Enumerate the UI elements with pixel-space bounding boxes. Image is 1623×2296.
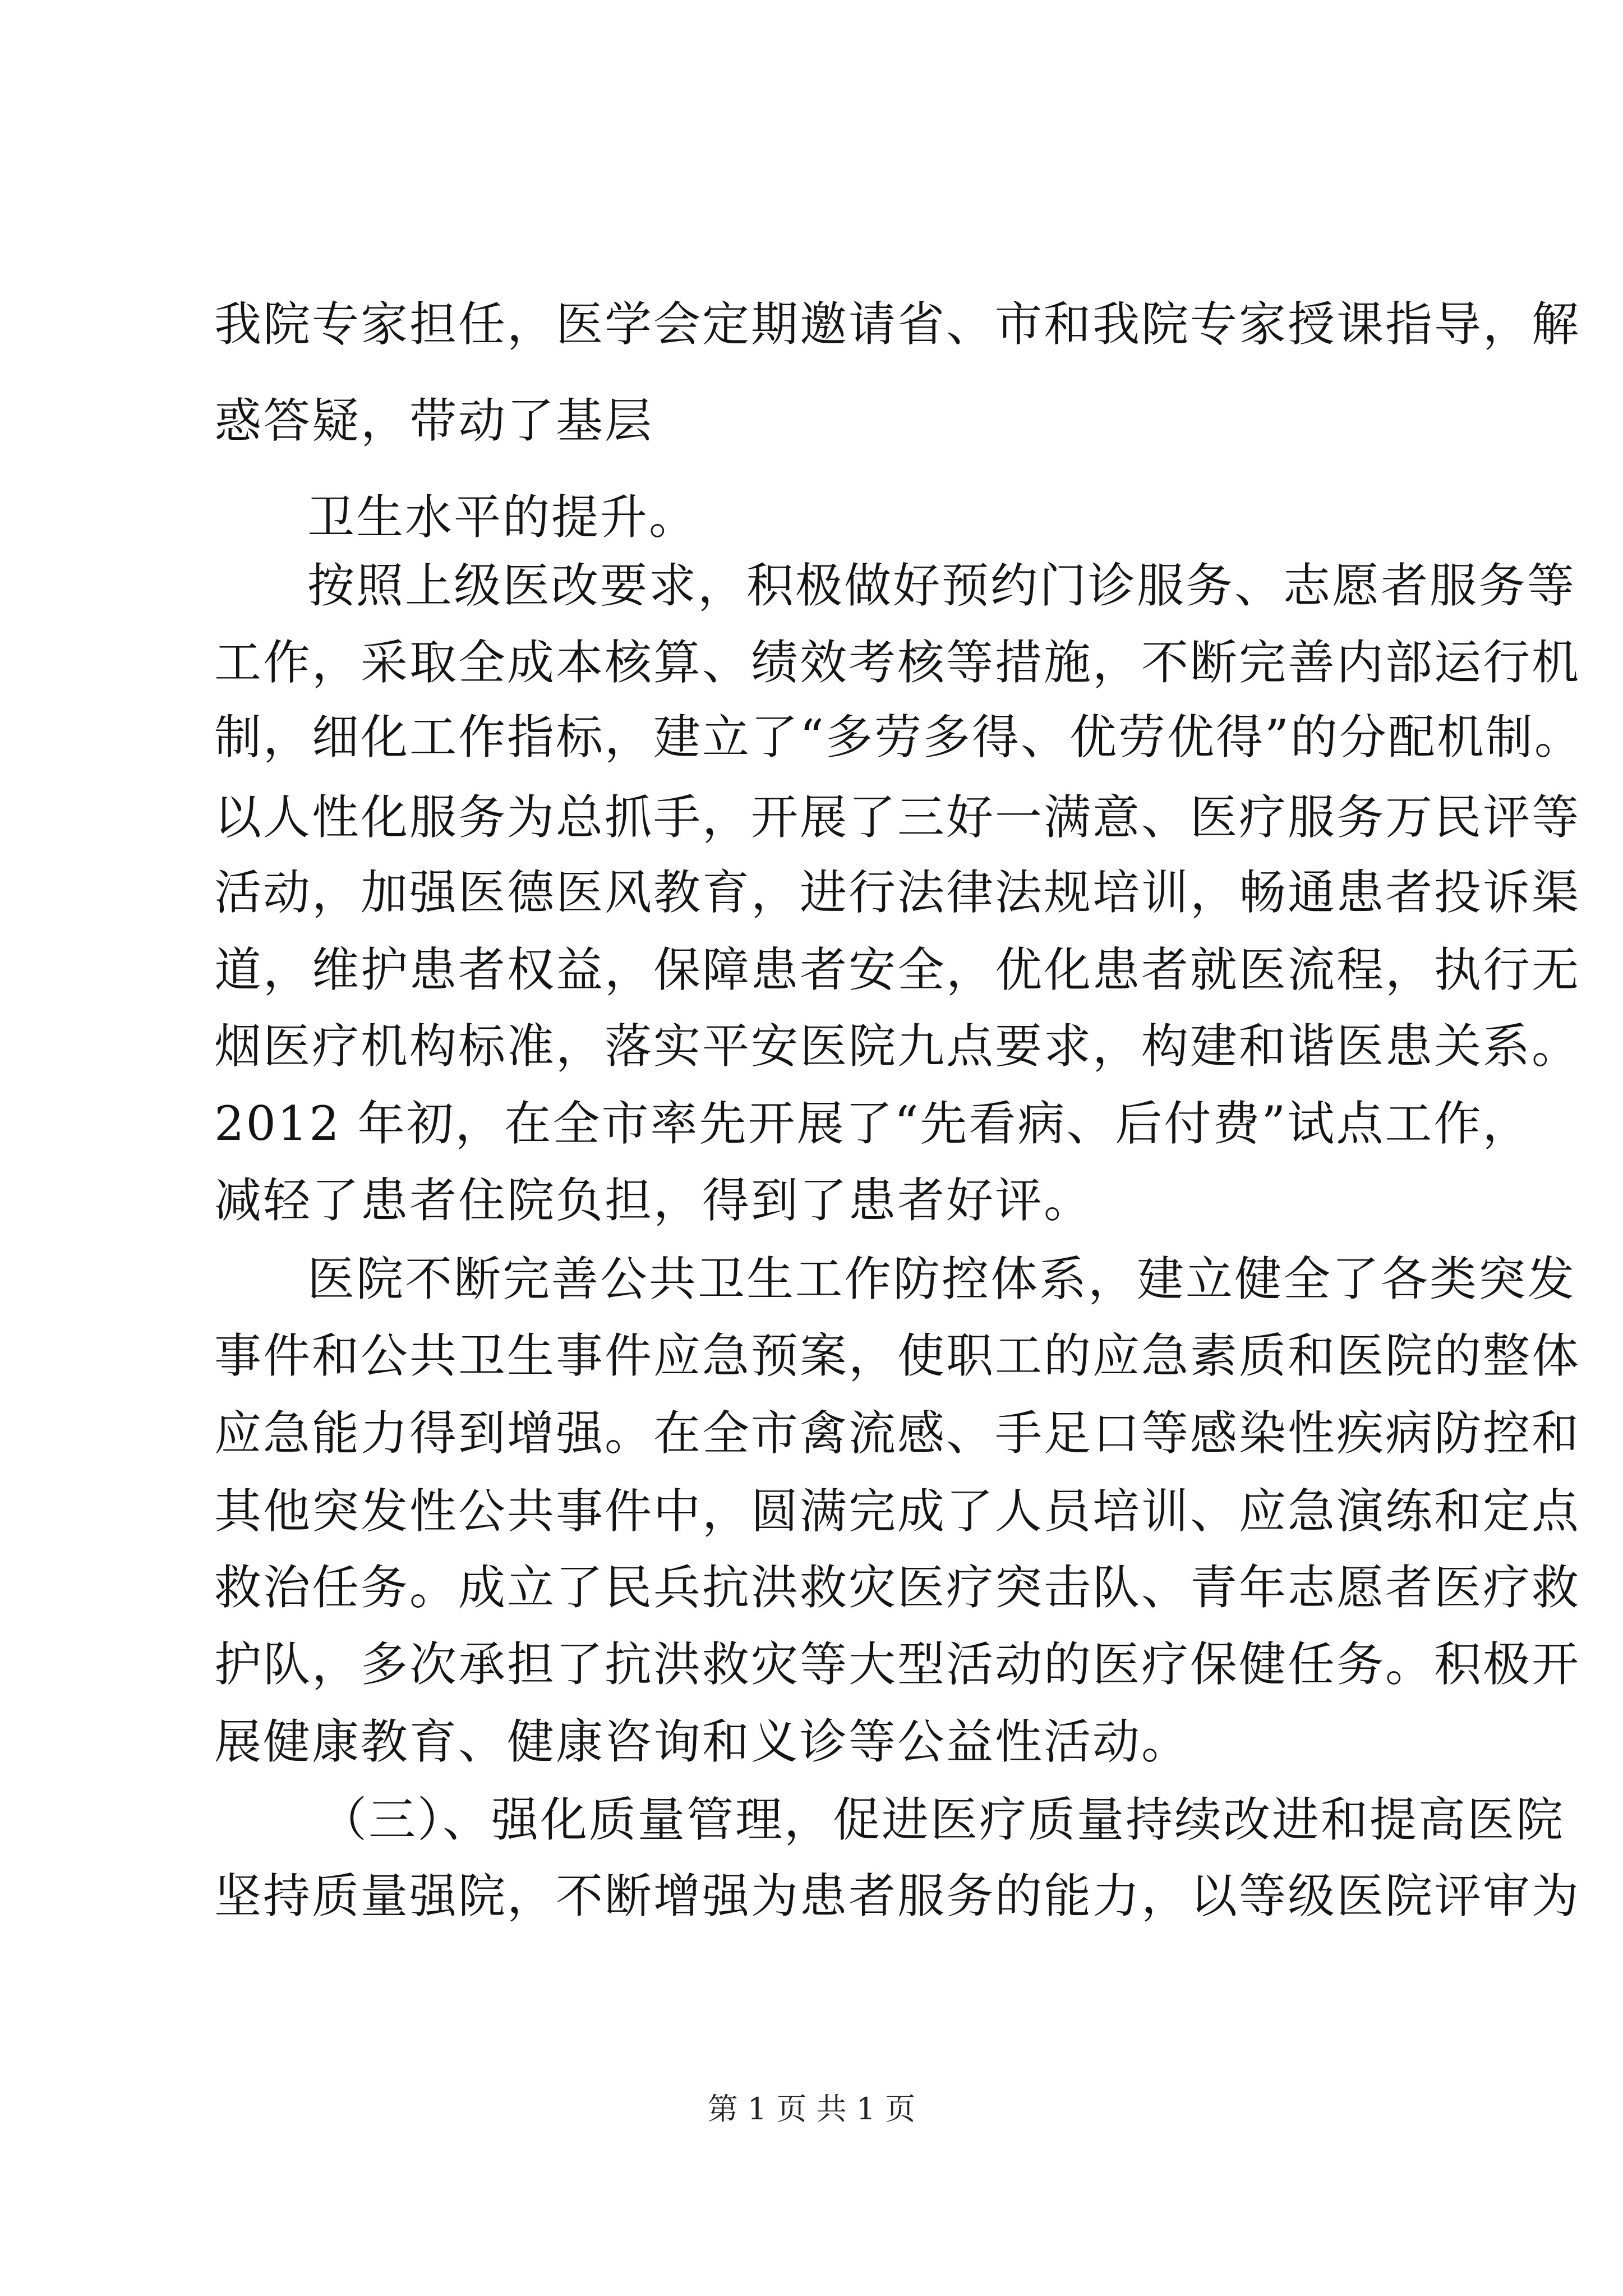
text-line-14: 事件和公共卫生事件应急预案，使职工的应急素质和医院的整体 bbox=[214, 1328, 1581, 1383]
text-line-6: 制，细化工作指标，建立了“多劳多得、优劳优得”的分配机制。 bbox=[214, 710, 1583, 765]
text-line-3: 卫生水平的提升。 bbox=[307, 490, 698, 545]
text-line-4: 按照上级医改要求，积极做好预约门诊服务、志愿者服务等 bbox=[307, 558, 1576, 613]
text-line-8: 活动，加强医德医风教育，进行法律法规培训，畅通患者投诉渠 bbox=[214, 865, 1581, 920]
page-footer: 第 1 页 共 1 页 bbox=[707, 2091, 916, 2127]
text-line-5: 工作，采取全成本核算、绩效考核等措施，不断完善内部运行机 bbox=[214, 635, 1581, 690]
text-line-7: 以人性化服务为总抓手，开展了三好一满意、医疗服务万民评等 bbox=[214, 790, 1581, 845]
text-line-21: 坚持质量强院，不断增强为患者服务的能力，以等级医院评审为 bbox=[214, 1869, 1581, 1924]
text-line-16: 其他突发性公共事件中，圆满完成了人员培训、应急演练和定点 bbox=[214, 1484, 1581, 1539]
text-line-9: 道，维护患者权益，保障患者安全，优化患者就医流程，执行无 bbox=[214, 942, 1581, 997]
text-line-12: 减轻了患者住院负担，得到了患者好评。 bbox=[214, 1173, 1093, 1228]
text-line-18: 护队，多次承担了抗洪救灾等大型活动的医疗保健任务。积极开 bbox=[214, 1637, 1581, 1692]
section-heading: （三）、强化质量管理，促进医疗质量持续改进和提高医院 bbox=[320, 1792, 1565, 1847]
text-line-10: 烟医疗机构标准，落实平安医院九点要求，构建和谐医患关系。 bbox=[214, 1019, 1581, 1074]
text-line-19: 展健康教育、健康咨询和义诊等公益性活动。 bbox=[214, 1714, 1191, 1769]
text-line-1: 我院专家担任，医学会定期邀请省、市和我院专家授课指导，解 bbox=[214, 297, 1581, 352]
text-line-2: 惑答疑，带动了基层 bbox=[214, 393, 654, 448]
text-line-13: 医院不断完善公共卫生工作防控体系，建立健全了各类突发 bbox=[307, 1251, 1576, 1306]
text-line-15: 应急能力得到增强。在全市禽流感、手足口等感染性疾病防控和 bbox=[214, 1406, 1581, 1461]
text-line-17: 救治任务。成立了民兵抗洪救灾医疗突击队、青年志愿者医疗救 bbox=[214, 1560, 1581, 1615]
text-line-11: 2012 年初，在全市率先开展了“先看病、后付费”试点工作， bbox=[214, 1096, 1532, 1151]
